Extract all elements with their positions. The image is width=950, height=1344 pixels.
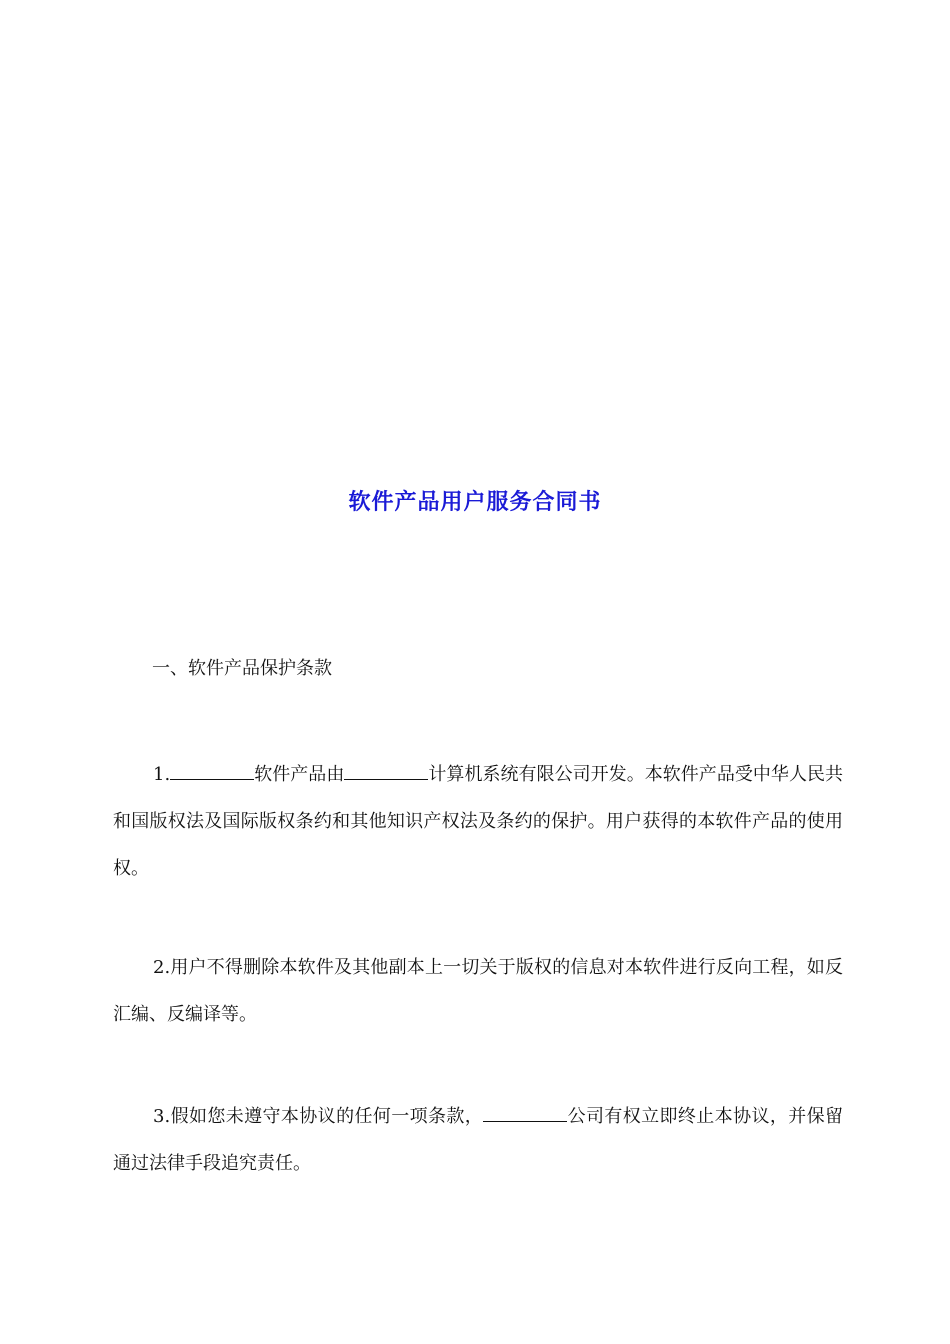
blank-line [344, 765, 428, 780]
clause-3-number: 3. [153, 1106, 171, 1127]
clause-2 [113, 944, 843, 1038]
blank-line [170, 765, 254, 780]
clause-1-text-b: 计算机系统有限公司开发。本软件产品受中华人民共和国版权法及国际版权条约和其他知识产权法及条约的保护。用户获得的本软件产品的使用权。 [113, 764, 844, 879]
clause-3-text-b: 公司有权立即终止本协议，并保留通过法律手段追究责任。 [113, 1106, 844, 1174]
clause-3-text-a: 假如您未遵守本协议的任何一项条款， [170, 1106, 484, 1127]
clause-1 [113, 751, 843, 892]
section-heading: 一、软件产品保护条款 [152, 658, 332, 679]
document-title: 软件产品用户服务合同书 [348, 490, 602, 515]
clause-1-number: 1. [153, 764, 171, 785]
clause-2-number: 2. [153, 957, 171, 978]
blank-line [483, 1107, 567, 1122]
clause-3 [113, 1093, 843, 1187]
clause-2-text: 用户不得删除本软件及其他副本上一切关于版权的信息对本软件进行反向工程，如反汇编、反编译等。 [113, 957, 843, 1025]
clause-1-text-a: 软件产品由 [254, 764, 345, 785]
